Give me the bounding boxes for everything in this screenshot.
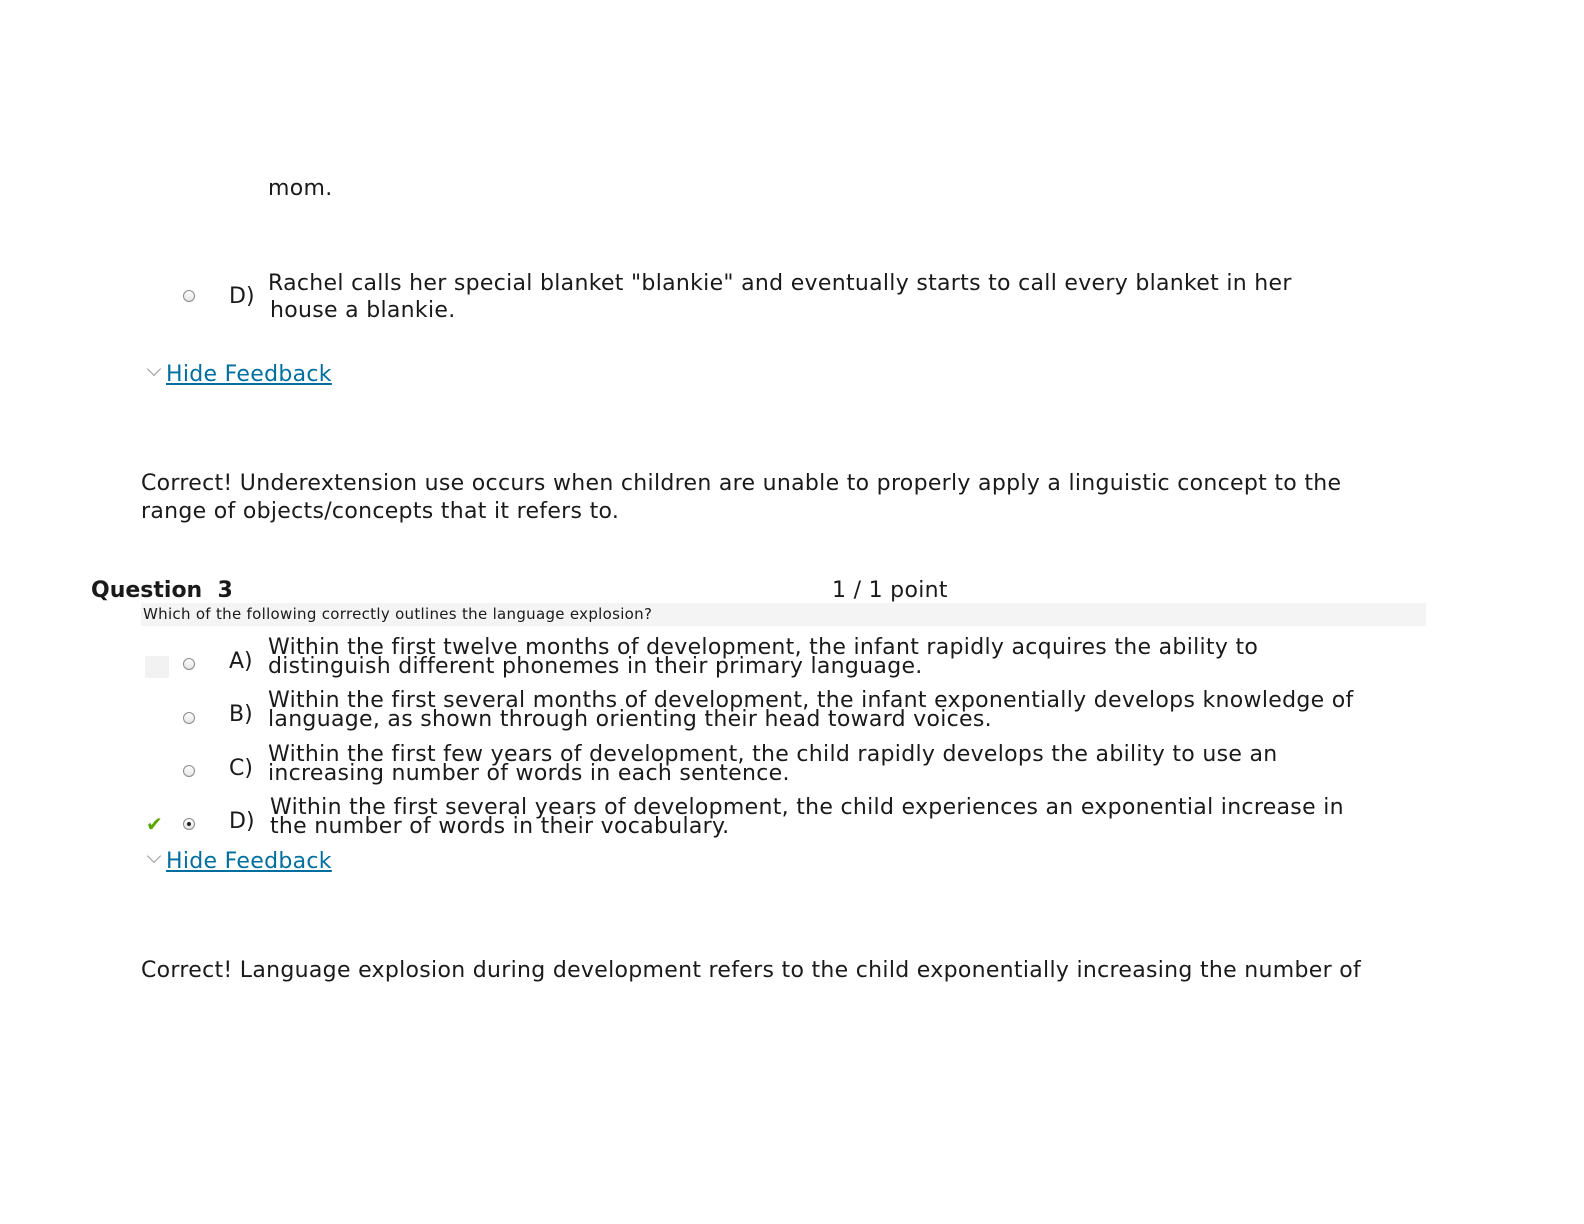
q2-option-d-letter: D)	[229, 284, 255, 309]
q3-option-d-line1: Within the first several years of development, the child experiences an exponential increase in	[270, 795, 1344, 820]
q3-option-b-letter: B)	[229, 702, 253, 727]
q3-option-a-radio[interactable]	[183, 658, 195, 670]
q3-option-b-radio[interactable]	[183, 712, 195, 724]
q3-prompt: Which of the following correctly outlines the language explosion?	[143, 605, 653, 623]
q2-option-d-line2: house a blankie.	[270, 298, 456, 323]
q3-option-a-line2: distinguish different phonemes in their primary language.	[268, 654, 923, 679]
q3-feedback: Correct! Language explosion during development refers to the child exponentially increasing the number of	[141, 958, 1362, 983]
q3-option-d-line2: the number of words in their vocabulary.	[270, 814, 730, 839]
checkmark-icon: ✔	[146, 812, 163, 836]
q3-hide-feedback-link[interactable]: Hide Feedback	[166, 849, 332, 874]
q3-option-c-letter: C)	[229, 756, 253, 781]
q2-hide-feedback-link[interactable]: Hide Feedback	[166, 362, 332, 387]
chevron-down-icon	[147, 362, 161, 376]
q2-feedback-line2: range of objects/concepts that it refers to.	[141, 499, 620, 524]
q3-option-c-line2: increasing number of words in each sentence.	[268, 761, 790, 786]
chevron-down-icon	[147, 849, 161, 863]
q3-option-d-letter: D)	[229, 809, 255, 834]
q2-option-d-radio[interactable]	[183, 290, 195, 302]
option-a-highlight	[145, 656, 169, 678]
q3-title: Question 3	[91, 578, 233, 603]
q3-option-a-line1: Within the first twelve months of development, the infant rapidly acquires the ability to	[268, 635, 1259, 660]
q3-option-b-line2: language, as shown through orienting their head toward voices.	[268, 707, 992, 732]
q3-option-a-letter: A)	[229, 649, 253, 674]
q2-option-c-tail: mom.	[268, 176, 333, 201]
q3-prompt-bar	[141, 603, 1426, 626]
q3-option-b-line1: Within the first several months of development, the infant exponentially develops knowledge of	[268, 688, 1354, 713]
q3-option-d-radio[interactable]	[183, 818, 195, 830]
q3-option-c-line1: Within the first few years of development, the child rapidly develops the ability to use an	[268, 742, 1278, 767]
q3-score: 1 / 1 point	[832, 578, 948, 603]
q2-feedback-line1: Correct! Underextension use occurs when children are unable to properly apply a linguistic concept to the	[141, 471, 1342, 496]
q2-option-d-line1: Rachel calls her special blanket "blankie" and eventually starts to call every blanket in her	[268, 271, 1292, 296]
q3-option-c-radio[interactable]	[183, 765, 195, 777]
